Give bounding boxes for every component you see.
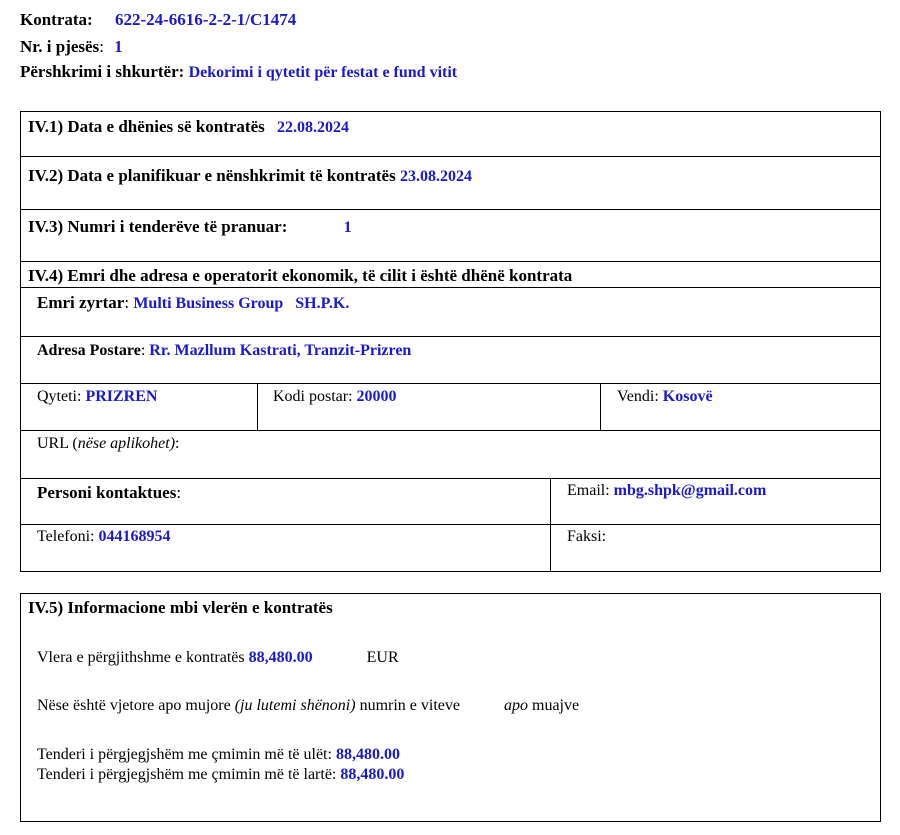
economic-operator-heading [28,266,572,286]
highest-price-value: 88,480.00 [340,766,405,783]
separator [21,287,880,288]
economic-operator-label: IV.4) Emri dhe adresa e operatorit ekonomik, të cilit i është dhënë kontrata [28,266,573,285]
short-description-label: Përshkrimi i shkurtër: [20,62,185,81]
separator [21,156,880,157]
phone-cell [37,528,171,546]
duration-months-label: muajve [532,697,580,714]
fax-label: Faksi: [567,528,607,545]
total-value-label: Vlera e përgjithshme e kontratës [37,649,245,666]
column-divider [257,383,258,430]
url-row [37,435,179,453]
official-name-label: Emri zyrtar [37,293,125,312]
contract-value-heading-label: IV.5) Informacione mbi vlerën e kontratës [28,598,333,617]
country-label: Vendi: [617,388,659,405]
part-colon: : [99,37,104,56]
contract-number: 622-24-6616-2-2-1/C1474 [114,10,297,29]
currency: EUR [366,649,399,666]
contract-label: Kontrata: [20,10,93,29]
tenders-received-value: 1 [343,219,352,236]
signing-date-label: IV.2) Data e planifikuar e nënshkrimit të kontratës [28,166,396,185]
url-label: URL ( [37,435,78,452]
short-description-value: Dekorimi i qytetit për festat e fund vitit [188,64,458,81]
column-divider [600,383,601,430]
postal-address-value: Rr. Mazllum Kastrati, Tranzit-Prizren [149,342,412,359]
lowest-price-value: 88,480.00 [335,746,400,763]
contract-line [20,10,296,30]
contract-value-heading [28,598,333,618]
tenders-received-label: IV.3) Numri i tenderëve të pranuar: [28,217,288,236]
postal-address-colon: : [140,342,146,359]
part-label: Nr. i pjesës [20,37,100,56]
official-name-row [37,293,349,313]
official-name-value: Multi Business Group SH.P.K. [133,295,350,312]
short-description-line [20,62,457,82]
postal-code-cell [273,388,397,406]
lowest-price-label: Tenderi i përgjegjshëm me çmimin më të ulët: [37,746,332,763]
email-value: mbg.shpk@gmail.com [613,482,767,499]
duration-note: (ju lutemi shënoni) [234,697,356,714]
email-label: Email: [567,482,610,499]
duration-label-start: Nëse është vjetore apo mujore [37,697,231,714]
separator [21,383,880,384]
lowest-price-row [37,746,400,764]
phone-label: Telefoni: [37,528,95,545]
duration-years-label: numrin e viteve [359,697,460,714]
section-iv-5-box [20,593,881,822]
city-label: Qyteti: [37,388,82,405]
postal-code-value: 20000 [356,388,397,405]
highest-price-label: Tenderi i përgjegjshëm me çmimin më të lartë: [37,766,337,783]
separator [21,261,880,262]
country-cell [617,388,713,406]
award-date-value: 22.08.2024 [277,119,349,136]
separator [21,430,880,431]
postal-code-label: Kodi postar: [273,388,353,405]
highest-price-row [37,766,404,784]
fax-cell [567,528,606,546]
contact-person-colon: : [176,483,182,502]
section-iv-1-4-box [20,111,881,572]
contact-person-cell [37,483,181,503]
email-cell [567,482,766,500]
part-number: 1 [114,37,123,56]
url-colon: : [175,435,180,452]
country-value: Kosovë [662,388,713,405]
phone-value: 044168954 [98,528,171,545]
total-value-row [37,649,399,667]
contact-person-label: Personi kontaktues [37,483,177,502]
duration-row [37,697,579,715]
separator [21,336,880,337]
award-date-row [28,117,349,137]
city-value: PRIZREN [85,388,158,405]
tenders-received-row [28,217,352,237]
signing-date-value: 23.08.2024 [399,168,472,185]
part-line [20,37,123,57]
city-cell [37,388,157,406]
url-italic-note: nëse aplikohet) [77,435,176,452]
official-name-colon: : [124,293,130,312]
duration-or: apo [504,697,528,714]
postal-address-row [37,342,411,360]
separator [21,478,880,479]
signing-date-row [28,166,472,186]
postal-address-label: Adresa Postare [37,342,141,359]
column-divider [550,478,551,572]
award-date-label: IV.1) Data e dhënies së kontratës [28,117,265,136]
total-value-amount: 88,480.00 [248,649,313,666]
separator [21,209,880,210]
separator [21,524,880,525]
